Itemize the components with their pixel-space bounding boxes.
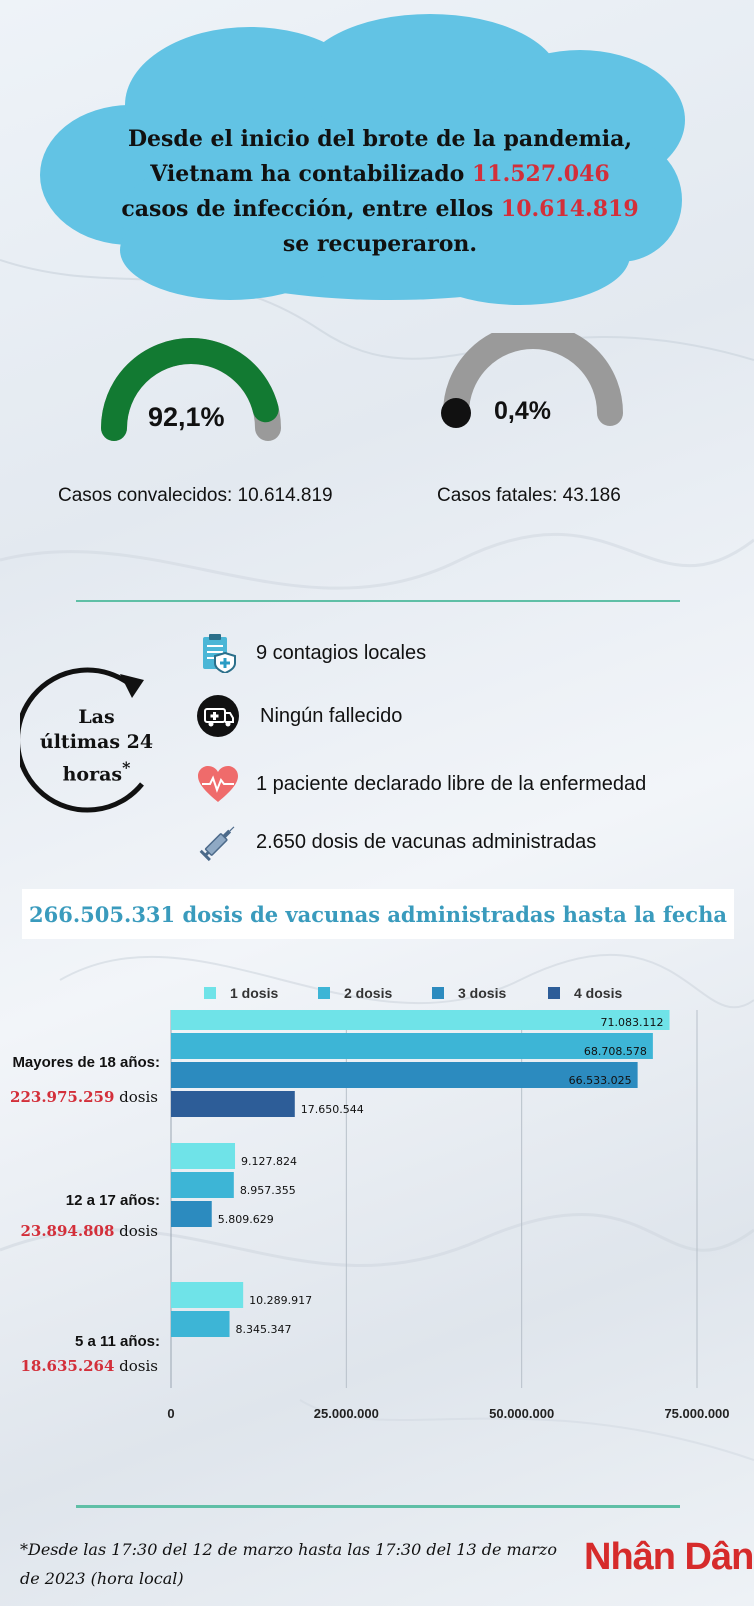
bar-value-label: 68.708.578 (583, 1045, 647, 1058)
bar-value-label: 5.809.629 (217, 1213, 274, 1226)
group-total-unit: dosis (114, 1357, 158, 1375)
bar (171, 1033, 653, 1059)
group-total-number: 18.635.264 (20, 1357, 115, 1375)
recovered-caption: Casos convalecidos: 10.614.819 (58, 485, 333, 506)
legend-item (432, 985, 506, 1001)
legend-item (548, 985, 622, 1001)
bar (171, 1311, 230, 1337)
fatal-gauge (438, 333, 628, 443)
last-24h-asterisk: * (122, 758, 131, 777)
legend-label: 1 dosis (230, 985, 279, 1001)
headline-line-3-text: casos de infección, entre ellos (121, 196, 501, 222)
group-total-unit: dosis (114, 1222, 158, 1240)
last-24h-title (34, 705, 159, 787)
bar (171, 1062, 638, 1088)
bar (171, 1172, 234, 1198)
headline-line-1: Desde el inicio del brote de la pandemia, (127, 126, 633, 152)
recovered-percentage: 92,1% (148, 402, 225, 432)
stat-vaccinations-text: 2.650 dosis de vacunas administradas (256, 830, 597, 853)
total-cases-number: 11.527.046 (471, 161, 610, 187)
stat-local-infections-text: 9 contagios locales (256, 641, 427, 664)
bar-value-label: 8.957.355 (239, 1184, 296, 1197)
syringe-icon (196, 820, 240, 864)
x-tick-label: 25.000.000 (313, 1406, 379, 1421)
divider-top (76, 600, 680, 602)
group-total (20, 1222, 158, 1240)
legend-swatch (204, 987, 216, 999)
stat-deaths (196, 694, 402, 738)
last-24h-title-line-2: últimas 24 (39, 731, 154, 753)
ambulance-icon (196, 694, 240, 738)
stat-vaccinations (196, 820, 596, 864)
group-total (20, 1357, 158, 1375)
nhan-dan-logo: Nhân Dân (584, 1536, 754, 1578)
group-label: 12 a 17 años: (65, 1192, 160, 1209)
group-total-unit: dosis (114, 1088, 158, 1106)
bar (171, 1010, 670, 1030)
heart-pulse-icon (196, 762, 240, 806)
stat-recovered-text: 1 paciente declarado libre de la enfermedad (256, 772, 647, 795)
clipboard-shield-icon (196, 631, 240, 675)
legend-swatch (432, 987, 444, 999)
x-tick-label: 0 (167, 1406, 175, 1421)
group-label: Mayores de 18 años: (12, 1054, 160, 1071)
bar-value-label: 9.127.824 (241, 1155, 298, 1168)
bar-value-label: 8.345.347 (235, 1323, 292, 1336)
bar (171, 1201, 212, 1227)
fatal-gauge-fill (441, 398, 471, 428)
headline-line-2 (120, 157, 640, 192)
legend-swatch (318, 987, 330, 999)
legend-item (204, 985, 278, 1001)
headline-line-4: se recuperaron. (282, 231, 478, 257)
legend-label: 2 dosis (344, 985, 393, 1001)
footnote: *Desde las 17:30 del 12 de marzo hasta las 17:30 del 13 de marzo de 2023 (hora local) (20, 1540, 557, 1588)
group-total-number: 23.894.808 (20, 1222, 115, 1240)
headline-text (120, 122, 640, 262)
fatal-caption: Casos fatales: 43.186 (437, 485, 621, 506)
bar (171, 1091, 295, 1117)
last-24h-title-line-1: Las (78, 706, 115, 728)
bar-value-label: 17.650.544 (300, 1103, 364, 1116)
bar-value-label: 66.533.025 (568, 1074, 632, 1087)
group-label: 5 a 11 años: (74, 1333, 160, 1350)
stat-recovered (196, 762, 646, 806)
total-doses-banner: 266.505.331 dosis de vacunas administradas hasta la fecha (22, 889, 734, 939)
legend-item (318, 985, 392, 1001)
legend-label: 4 dosis (574, 985, 623, 1001)
bar-value-label: 10.289.917 (249, 1294, 313, 1307)
legend-swatch (548, 987, 560, 999)
last-24h-title-word: horas (62, 763, 123, 786)
group-total (10, 1088, 158, 1106)
bar (171, 1282, 243, 1308)
group-total-number: 223.975.259 (10, 1088, 115, 1106)
stat-deaths-text: Ningún fallecido (260, 704, 403, 727)
headline-line-3 (120, 192, 640, 227)
divider-bottom (76, 1505, 680, 1508)
stat-local-infections (196, 631, 426, 675)
bar (171, 1143, 235, 1169)
last-24h-title-line-3 (34, 755, 159, 787)
headline-line-2-text: Vietnam ha contabilizado (150, 161, 472, 187)
recovered-cases-number: 10.614.819 (500, 196, 639, 222)
bar-value-label: 71.083.112 (600, 1016, 664, 1029)
x-tick-label: 75.000.000 (664, 1406, 730, 1421)
legend-label: 3 dosis (458, 985, 507, 1001)
fatal-percentage: 0,4% (494, 397, 551, 425)
x-tick-label: 50.000.000 (489, 1406, 555, 1421)
